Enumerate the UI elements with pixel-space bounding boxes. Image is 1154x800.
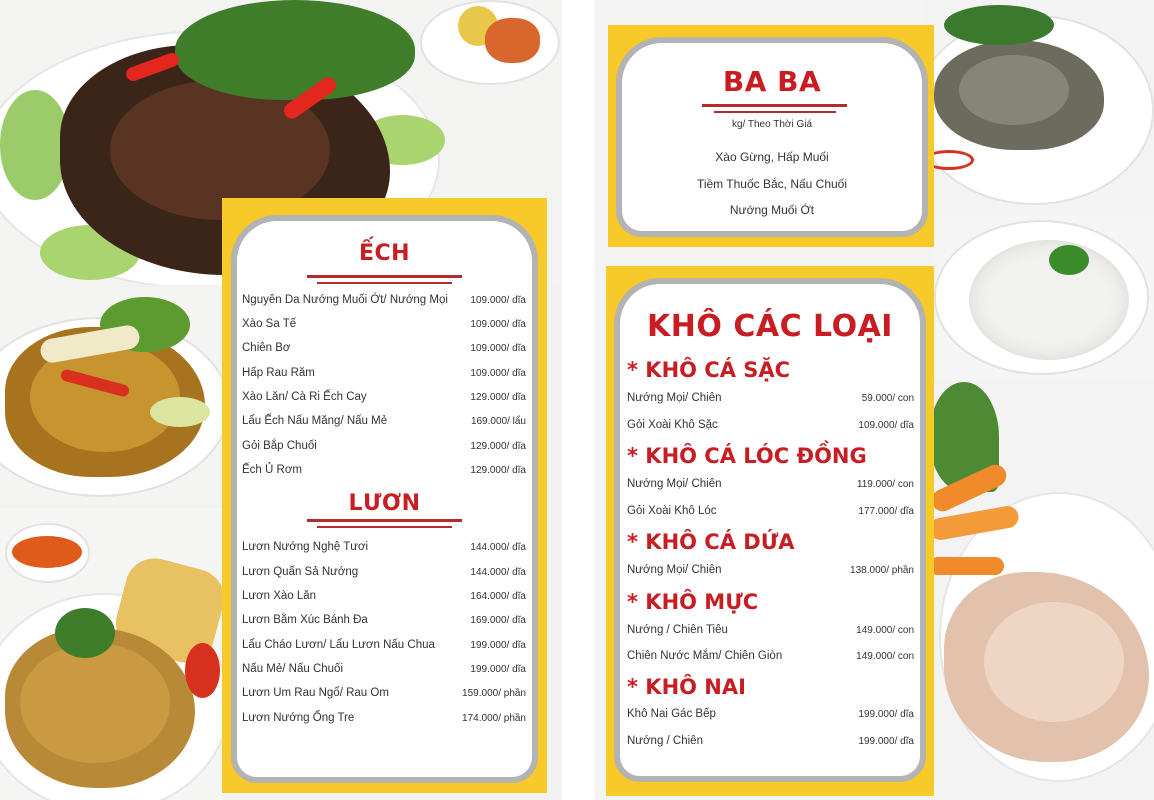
menu-item: Gỏi Xoài Khô Lóc 177.000/ dĩa — [627, 505, 914, 517]
title-rule — [714, 111, 836, 113]
title-rule — [317, 282, 452, 284]
menu-item: Lươn Bằm Xúc Bánh Đa 169.000/ dĩa — [242, 614, 526, 626]
menu-item: Chiên Nước Mắm/ Chiên Giòn 149.000/ con — [627, 650, 914, 662]
section-title-kho-cac-loai: KHÔ CÁC LOẠI — [647, 309, 893, 344]
title-rule — [307, 275, 462, 278]
title-rule — [317, 526, 452, 528]
menu-item: Lươn Xào Lăn 164.000/ dĩa — [242, 590, 526, 602]
subsection-kho-ca-dua: * KHÔ CÁ DỨA — [627, 530, 795, 554]
menu-line: Nướng Muối Ớt — [729, 203, 815, 217]
menu-panel-ech-luon — [222, 198, 547, 793]
ech-items — [242, 294, 526, 494]
menu-item: Lẩu Cháo Lươn/ Lẩu Lươn Nấu Chua 199.000/ dĩa — [242, 639, 526, 651]
menu-item: Lươn Quấn Sả Nướng 144.000/ dĩa — [242, 566, 526, 578]
menu-item: Lươn Nướng Ống Tre 174.000/ phần — [242, 712, 526, 724]
photo-crispy-eel — [0, 508, 222, 800]
title-rule — [702, 104, 847, 107]
menu-item: Lươn Um Rau Ngổ/ Rau Om 159.000/ phần — [242, 687, 526, 699]
price-note: kg/ Theo Thời Giá — [731, 119, 813, 130]
menu-panel-ba-ba — [608, 25, 934, 247]
menu-item: Nướng / Chiên Tiêu 149.000/ con — [627, 624, 914, 636]
menu-item: Khô Nai Gác Bếp 199.000/ dĩa — [627, 708, 914, 720]
section-title-luon: LƯƠN — [348, 491, 421, 516]
section-title-ba-ba: BA BA — [722, 65, 822, 98]
menu-item: Nướng Mọi/ Chiên 59.000/ con — [627, 392, 914, 404]
subsection-kho-ca-loc-dong: * KHÔ CÁ LÓC ĐỒNG — [627, 444, 867, 468]
menu-item: Chiên Bơ 109.000/ dĩa — [242, 342, 526, 354]
menu-card — [616, 37, 928, 237]
menu-item: Nguyên Da Nướng Muối Ớt/ Nướng Mọi 109.000/ dĩa — [242, 294, 526, 306]
menu-item: Lẩu Ếch Nấu Măng/ Nấu Mẻ 169.000/ lẩu — [242, 415, 526, 427]
menu-item: Lươn Nướng Nghệ Tươi 144.000/ dĩa — [242, 541, 526, 553]
menu-page-right — [594, 0, 1154, 800]
subsection-kho-nai: * KHÔ NAI — [627, 675, 746, 699]
menu-item: Xào Sa Tế 109.000/ dĩa — [242, 318, 526, 330]
menu-page-left — [0, 0, 562, 800]
subsection-kho-ca-sac: * KHÔ CÁ SẶC — [627, 358, 791, 382]
menu-line: Tiềm Thuốc Bắc, Nấu Chuối — [696, 177, 848, 191]
menu-panel-kho-cac-loai — [606, 266, 934, 796]
menu-item: Nấu Mẻ/ Nấu Chuối 199.000/ dĩa — [242, 663, 526, 675]
menu-line: Xào Gừng, Hấp Muối — [715, 150, 829, 164]
menu-item: Ếch Ủ Rơm 129.000/ dĩa — [242, 464, 526, 476]
menu-card — [231, 215, 538, 783]
luon-items — [242, 541, 526, 741]
menu-item: Hấp Rau Răm 109.000/ dĩa — [242, 367, 526, 379]
photo-dried-squid — [929, 382, 1154, 800]
menu-card — [614, 278, 926, 782]
menu-item: Nướng Mọi/ Chiên 138.000/ phần — [627, 564, 914, 576]
menu-item: Xào Lăn/ Cà Ri Ếch Cay 129.000/ dĩa — [242, 391, 526, 403]
title-rule — [307, 519, 462, 522]
photo-vermicelli — [934, 215, 1154, 380]
menu-item: Gỏi Bắp Chuối 129.000/ dĩa — [242, 440, 526, 452]
photo-softshell-turtle — [924, 0, 1154, 215]
menu-item: Gỏi Xoài Khô Sặc 109.000/ dĩa — [627, 419, 914, 431]
photo-stir-fry — [0, 287, 222, 505]
section-title-ech: ẾCH — [358, 241, 411, 266]
kho-list — [627, 352, 914, 772]
menu-item: Nướng / Chiên 199.000/ dĩa — [627, 735, 914, 747]
subsection-kho-muc: * KHÔ MỰC — [627, 590, 759, 614]
menu-item: Nướng Mọi/ Chiên 119.000/ con — [627, 478, 914, 490]
